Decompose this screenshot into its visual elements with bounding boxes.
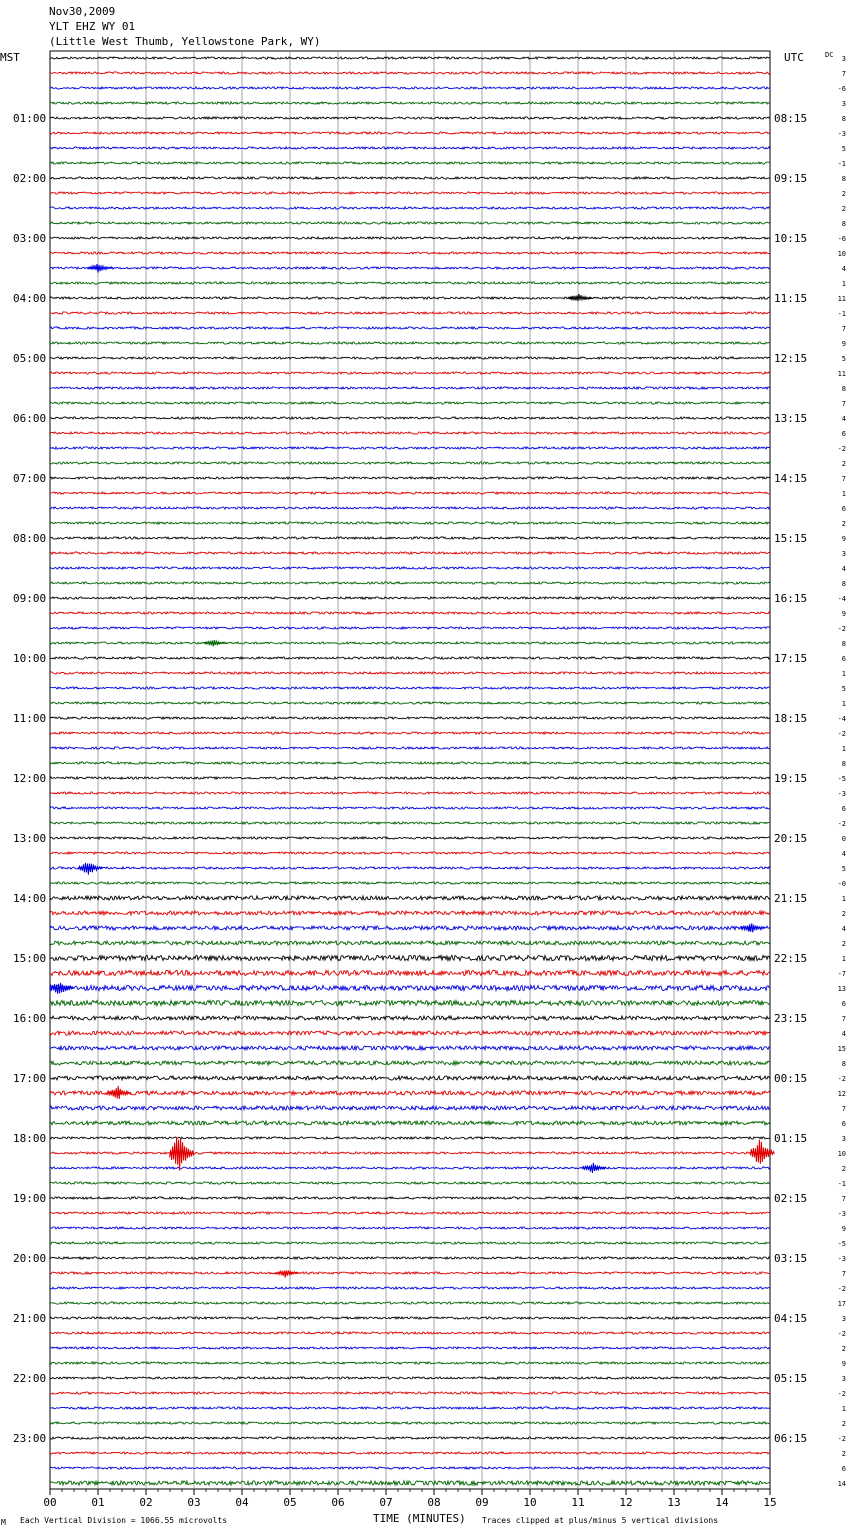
seismic-trace: [50, 926, 770, 930]
seismic-trace: [50, 597, 770, 599]
seismic-trace: [50, 432, 770, 434]
dc-offset-label: 1: [841, 745, 846, 753]
seismic-trace: [50, 657, 770, 659]
seismic-trace: [50, 102, 770, 104]
dc-offset-label: -1: [837, 1180, 846, 1188]
dc-offset-label: 8: [841, 580, 846, 588]
header-station: YLT EHZ WY 01: [49, 20, 136, 33]
utc-hour-label: 21:15: [774, 892, 808, 905]
seismic-trace: [50, 1302, 770, 1304]
seismic-event: [78, 863, 102, 875]
seismic-event: [741, 923, 765, 932]
dc-offset-label: 15: [837, 1045, 846, 1053]
dc-offset-label: 3: [841, 550, 846, 558]
seismic-trace: [50, 1437, 770, 1439]
dc-offset-label: 9: [841, 535, 846, 543]
dc-offset-label: 2: [841, 940, 846, 948]
x-axis-title: TIME (MINUTES): [373, 1512, 466, 1525]
seismic-event: [568, 294, 592, 301]
mst-hour-label: 18:00: [13, 1132, 47, 1145]
seismic-trace: [50, 822, 770, 824]
mst-hour-label: 17:00: [13, 1072, 47, 1085]
seismic-trace: [50, 642, 770, 644]
seismic-trace: [50, 1091, 770, 1095]
seismic-trace: [50, 477, 770, 479]
dc-offset-label: 6: [841, 805, 846, 813]
seismic-event: [203, 640, 227, 646]
seismic-event: [107, 1086, 131, 1099]
seismic-trace: [50, 837, 770, 839]
dc-offset-label: -2: [837, 1435, 846, 1443]
x-tick-label: 07: [379, 1496, 393, 1509]
seismic-trace: [50, 1467, 770, 1469]
mst-hour-label: 11:00: [13, 712, 47, 725]
seismic-trace: [50, 207, 770, 209]
dc-offset-label: 11: [837, 370, 846, 378]
dc-offset-label: 4: [841, 565, 846, 573]
dc-offset-label: 12: [837, 1090, 846, 1098]
seismic-trace: [50, 1000, 770, 1005]
dc-offset-label: 6: [841, 505, 846, 513]
dc-offset-label: 7: [841, 325, 846, 333]
seismic-trace: [50, 327, 770, 329]
dc-offset-labels: [838, 55, 846, 1488]
dc-offset-label: -0: [837, 880, 846, 888]
dc-offset-label: -5: [837, 775, 846, 783]
header-location: (Little West Thumb, Yellowstone Park, WY): [49, 35, 321, 48]
mst-hour-label: 05:00: [13, 352, 47, 365]
seismic-trace: [50, 732, 770, 734]
seismic-trace: [50, 792, 770, 794]
dc-offset-label: 1: [841, 670, 846, 678]
dc-offset-label: 3: [841, 1135, 846, 1143]
dc-offset-label: 6: [841, 655, 846, 663]
dc-offset-label: 1: [841, 895, 846, 903]
x-tick-label: 09: [475, 1496, 489, 1509]
mst-hour-label: 12:00: [13, 772, 47, 785]
x-tick-label: 01: [91, 1496, 105, 1509]
x-tick-label: 13: [667, 1496, 681, 1509]
dc-offset-label: 4: [841, 1030, 846, 1038]
dc-offset-label: -3: [837, 130, 846, 138]
seismic-trace: [50, 911, 770, 915]
seismic-trace: [50, 1452, 770, 1454]
utc-hour-label: 23:15: [774, 1012, 808, 1025]
dc-offset-label: 1: [841, 1405, 846, 1413]
dc-offset-label: 2: [841, 460, 846, 468]
utc-hour-label: 16:15: [774, 592, 808, 605]
mst-hour-label: 14:00: [13, 892, 47, 905]
utc-hour-label: 04:15: [774, 1312, 808, 1325]
mst-hour-label: 22:00: [13, 1372, 47, 1385]
seismic-trace: [50, 941, 770, 945]
seismic-trace: [50, 162, 770, 164]
dc-offset-label: 3: [841, 1375, 846, 1383]
x-tick-label: 08: [427, 1496, 441, 1509]
seismic-event: [275, 1270, 299, 1277]
dc-offset-label: 5: [841, 685, 846, 693]
right-timezone-label: UTC: [784, 51, 804, 64]
seismic-trace: [50, 762, 770, 764]
mst-hour-label: 02:00: [13, 172, 47, 185]
header-date: Nov30,2009: [49, 5, 116, 18]
dc-offset-label: 1: [841, 955, 846, 963]
seismic-trace: [50, 985, 770, 990]
dc-offset-label: -5: [837, 1240, 846, 1248]
seismic-trace: [50, 702, 770, 704]
seismic-trace: [50, 1152, 770, 1154]
seismic-trace: [50, 387, 770, 389]
x-tick-label: 04: [235, 1496, 249, 1509]
mst-hour-label: 16:00: [13, 1012, 47, 1025]
dc-offset-label: 6: [841, 430, 846, 438]
dc-offset-label: 8: [841, 220, 846, 228]
seismic-trace: [50, 537, 770, 539]
utc-hour-label: 09:15: [774, 172, 808, 185]
dc-offset-label: 8: [841, 1060, 846, 1068]
seismic-trace: [50, 117, 770, 119]
dc-offset-label: 17: [837, 1300, 846, 1308]
utc-hour-label: 15:15: [774, 532, 808, 545]
seismic-event: [170, 1137, 194, 1170]
dc-offset-label: 4: [841, 415, 846, 423]
seismic-trace: [50, 896, 770, 900]
dc-offset-label: -2: [837, 820, 846, 828]
x-tick-label: 05: [283, 1496, 297, 1509]
seismic-trace: [50, 882, 770, 884]
dc-offset-label: 2: [841, 205, 846, 213]
seismic-trace: [50, 1377, 770, 1379]
dc-offset-label: 2: [841, 1420, 846, 1428]
seismic-event: [582, 1163, 606, 1173]
utc-hour-label: 06:15: [774, 1432, 808, 1445]
dc-offset-label: -2: [837, 1390, 846, 1398]
seismic-trace: [50, 1061, 770, 1065]
dc-offset-label: 8: [841, 175, 846, 183]
seismic-trace: [50, 1212, 770, 1214]
dc-offset-label: 8: [841, 385, 846, 393]
utc-hour-label: 20:15: [774, 832, 808, 845]
seismic-trace: [50, 1287, 770, 1289]
dc-offset-label: -4: [837, 715, 846, 723]
dc-offset-label: -6: [837, 235, 846, 243]
dc-offset-label: -2: [837, 625, 846, 633]
seismic-trace: [50, 1422, 770, 1424]
mst-hour-label: 03:00: [13, 232, 47, 245]
dc-offset-label: -2: [837, 445, 846, 453]
utc-hour-label: 18:15: [774, 712, 808, 725]
mst-hour-label: 23:00: [13, 1432, 47, 1445]
dc-offset-label: 7: [841, 1270, 846, 1278]
dc-offset-label: -6: [837, 85, 846, 93]
seismic-trace: [50, 87, 770, 89]
seismic-trace: [50, 267, 770, 269]
dc-offset-label: 2: [841, 1165, 846, 1173]
dc-offset-label: 4: [841, 925, 846, 933]
seismic-event: [88, 264, 112, 273]
dc-offset-label: 3: [841, 100, 846, 108]
mst-hour-labels: [13, 112, 46, 1445]
seismic-trace: [50, 1317, 770, 1319]
dc-offset-label: 4: [841, 850, 846, 858]
dc-offset-label: -2: [837, 1285, 846, 1293]
seismic-trace: [50, 342, 770, 344]
seismic-trace: [50, 372, 770, 374]
utc-hour-label: 11:15: [774, 292, 808, 305]
x-tick-label: 00: [43, 1496, 57, 1509]
mst-hour-label: 01:00: [13, 112, 47, 125]
seismic-trace: [50, 1182, 770, 1184]
dc-offset-label: 5: [841, 355, 846, 363]
seismic-trace: [50, 72, 770, 74]
event-group: [50, 264, 775, 1278]
seismic-trace: [50, 1242, 770, 1244]
dc-offset-label: 11: [837, 295, 846, 303]
dc-offset-label: 7: [841, 1105, 846, 1113]
mst-hour-label: 04:00: [13, 292, 47, 305]
seismic-trace: [50, 1046, 770, 1050]
dc-offset-label: 2: [841, 1345, 846, 1353]
dc-offset-label: -2: [837, 730, 846, 738]
dc-offset-label: 8: [841, 640, 846, 648]
dc-offset-label: 2: [841, 910, 846, 918]
dc-offset-label: -3: [837, 1255, 846, 1263]
x-tick-label: 02: [139, 1496, 153, 1509]
seismic-trace: [50, 807, 770, 809]
mst-hour-label: 13:00: [13, 832, 47, 845]
seismic-trace: [50, 1347, 770, 1349]
mst-hour-label: 21:00: [13, 1312, 47, 1325]
dc-offset-label: 5: [841, 865, 846, 873]
seismic-trace: [50, 1076, 770, 1080]
seismic-trace: [50, 970, 770, 975]
x-tick-label: 15: [763, 1496, 777, 1509]
utc-hour-label: 00:15: [774, 1072, 808, 1085]
dc-offset-label: 6: [841, 1000, 846, 1008]
dc-offset-label: 1: [841, 700, 846, 708]
dc-offset-label: -4: [837, 595, 846, 603]
x-axis-ticks: [43, 1489, 776, 1509]
seismic-trace: [50, 552, 770, 554]
seismic-trace: [50, 57, 770, 59]
left-timezone-label: MST: [0, 51, 20, 64]
utc-hour-label: 13:15: [774, 412, 808, 425]
seismic-trace: [50, 312, 770, 314]
dc-offset-label: -1: [837, 160, 846, 168]
seismic-trace: [50, 1272, 770, 1274]
dc-offset-label: -2: [837, 1330, 846, 1338]
seismic-trace: [50, 1031, 770, 1035]
seismic-trace: [50, 252, 770, 254]
dc-offset-label: 6: [841, 1465, 846, 1473]
seismic-trace: [50, 717, 770, 719]
utc-hour-label: 12:15: [774, 352, 808, 365]
seismic-event: [50, 983, 74, 994]
utc-hour-label: 03:15: [774, 1252, 808, 1265]
dc-offset-label: 3: [841, 1315, 846, 1323]
seismic-trace: [50, 357, 770, 359]
seismic-trace: [50, 612, 770, 614]
x-tick-label: 03: [187, 1496, 201, 1509]
seismic-trace: [50, 192, 770, 194]
seismic-trace: [50, 1392, 770, 1394]
dc-offset-label: 8: [841, 760, 846, 768]
dc-offset-label: 2: [841, 520, 846, 528]
dc-offset-label: 1: [841, 490, 846, 498]
dc-offset-label: 6: [841, 1120, 846, 1128]
seismic-trace: [50, 627, 770, 629]
seismic-trace: [50, 777, 770, 779]
seismic-trace: [50, 1362, 770, 1364]
seismic-trace: [50, 222, 770, 224]
mst-hour-label: 15:00: [13, 952, 47, 965]
dc-offset-label: 8: [841, 115, 846, 123]
utc-hour-label: 10:15: [774, 232, 808, 245]
utc-hour-label: 08:15: [774, 112, 808, 125]
seismic-trace: [50, 1121, 770, 1125]
seismic-trace: [50, 1016, 770, 1020]
seismic-trace: [50, 1197, 770, 1199]
dc-offset-label: -3: [837, 1210, 846, 1218]
utc-hour-label: 19:15: [774, 772, 808, 785]
mst-hour-label: 19:00: [13, 1192, 47, 1205]
seismic-trace: [50, 852, 770, 854]
footer-scale-note: Each Vertical Division = 1066.55 microvolts: [20, 1516, 228, 1525]
dc-offset-label: 2: [841, 1450, 846, 1458]
seismic-trace: [50, 867, 770, 869]
x-tick-label: 11: [571, 1496, 585, 1509]
dc-offset-label: 7: [841, 70, 846, 78]
dc-offset-label: 0: [841, 835, 846, 843]
seismic-trace: [50, 955, 770, 960]
utc-hour-label: 17:15: [774, 652, 808, 665]
seismic-trace: [50, 582, 770, 584]
seismic-trace: [50, 1167, 770, 1169]
utc-hour-label: 02:15: [774, 1192, 808, 1205]
mst-hour-label: 10:00: [13, 652, 47, 665]
seismic-trace: [50, 507, 770, 509]
dc-offset-label: 10: [837, 1150, 846, 1158]
footer-clip-note: Traces clipped at plus/minus 5 vertical divisions: [482, 1516, 719, 1525]
utc-hour-label: 22:15: [774, 952, 808, 965]
utc-hour-label: 01:15: [774, 1132, 808, 1145]
mst-hour-label: 07:00: [13, 472, 47, 485]
seismic-trace: [50, 747, 770, 749]
dc-offset-label: 5: [841, 145, 846, 153]
seismic-trace: [50, 522, 770, 524]
seismic-trace: [50, 687, 770, 689]
seismic-trace: [50, 237, 770, 239]
seismic-trace: [50, 567, 770, 569]
trace-group: [50, 57, 770, 1485]
seismic-trace: [50, 1332, 770, 1334]
dc-offset-label: 9: [841, 340, 846, 348]
seismic-trace: [50, 132, 770, 134]
dc-offset-label: 1: [841, 280, 846, 288]
footer-corner-mark: M: [1, 1518, 6, 1527]
seismic-trace: [50, 1257, 770, 1259]
seismic-trace: [50, 1407, 770, 1409]
seismic-trace: [50, 1106, 770, 1110]
seismic-trace: [50, 1481, 770, 1485]
mst-hour-label: 08:00: [13, 532, 47, 545]
seismic-event: [750, 1140, 774, 1164]
dc-offset-label: 14: [837, 1480, 846, 1488]
dc-offset-label: 2: [841, 190, 846, 198]
seismic-trace: [50, 672, 770, 674]
x-tick-label: 14: [715, 1496, 729, 1509]
mst-hour-label: 20:00: [13, 1252, 47, 1265]
dc-offset-label: -2: [837, 1075, 846, 1083]
seismic-trace: [50, 417, 770, 419]
dc-offset-label: -3: [837, 790, 846, 798]
dc-offset-label: -7: [837, 970, 846, 978]
dc-offset-label: 9: [841, 610, 846, 618]
mst-hour-label: 09:00: [13, 592, 47, 605]
dc-offset-label: 9: [841, 1225, 846, 1233]
dc-offset-label: 7: [841, 400, 846, 408]
dc-offset-label: -1: [837, 310, 846, 318]
seismic-trace: [50, 402, 770, 404]
seismic-trace: [50, 297, 770, 299]
dc-offset-label: 9: [841, 1360, 846, 1368]
seismic-trace: [50, 492, 770, 494]
dc-column-label: DC: [825, 51, 834, 59]
x-tick-label: 10: [523, 1496, 537, 1509]
utc-hour-labels: [774, 112, 807, 1445]
dc-offset-label: 13: [837, 985, 846, 993]
seismic-trace: [50, 147, 770, 149]
dc-offset-label: 7: [841, 1195, 846, 1203]
utc-hour-label: 05:15: [774, 1372, 808, 1385]
dc-offset-label: 3: [841, 55, 846, 63]
dc-offset-label: 7: [841, 475, 846, 483]
seismic-trace: [50, 1137, 770, 1139]
dc-offset-label: 4: [841, 265, 846, 273]
seismic-trace: [50, 462, 770, 464]
seismic-trace: [50, 177, 770, 179]
utc-hour-label: 14:15: [774, 472, 808, 485]
dc-offset-label: 10: [837, 250, 846, 258]
seismic-trace: [50, 1227, 770, 1229]
seismic-trace: [50, 282, 770, 284]
x-tick-label: 12: [619, 1496, 633, 1509]
seismic-trace: [50, 447, 770, 449]
mst-hour-label: 06:00: [13, 412, 47, 425]
dc-offset-label: 7: [841, 1015, 846, 1023]
x-tick-label: 06: [331, 1496, 345, 1509]
